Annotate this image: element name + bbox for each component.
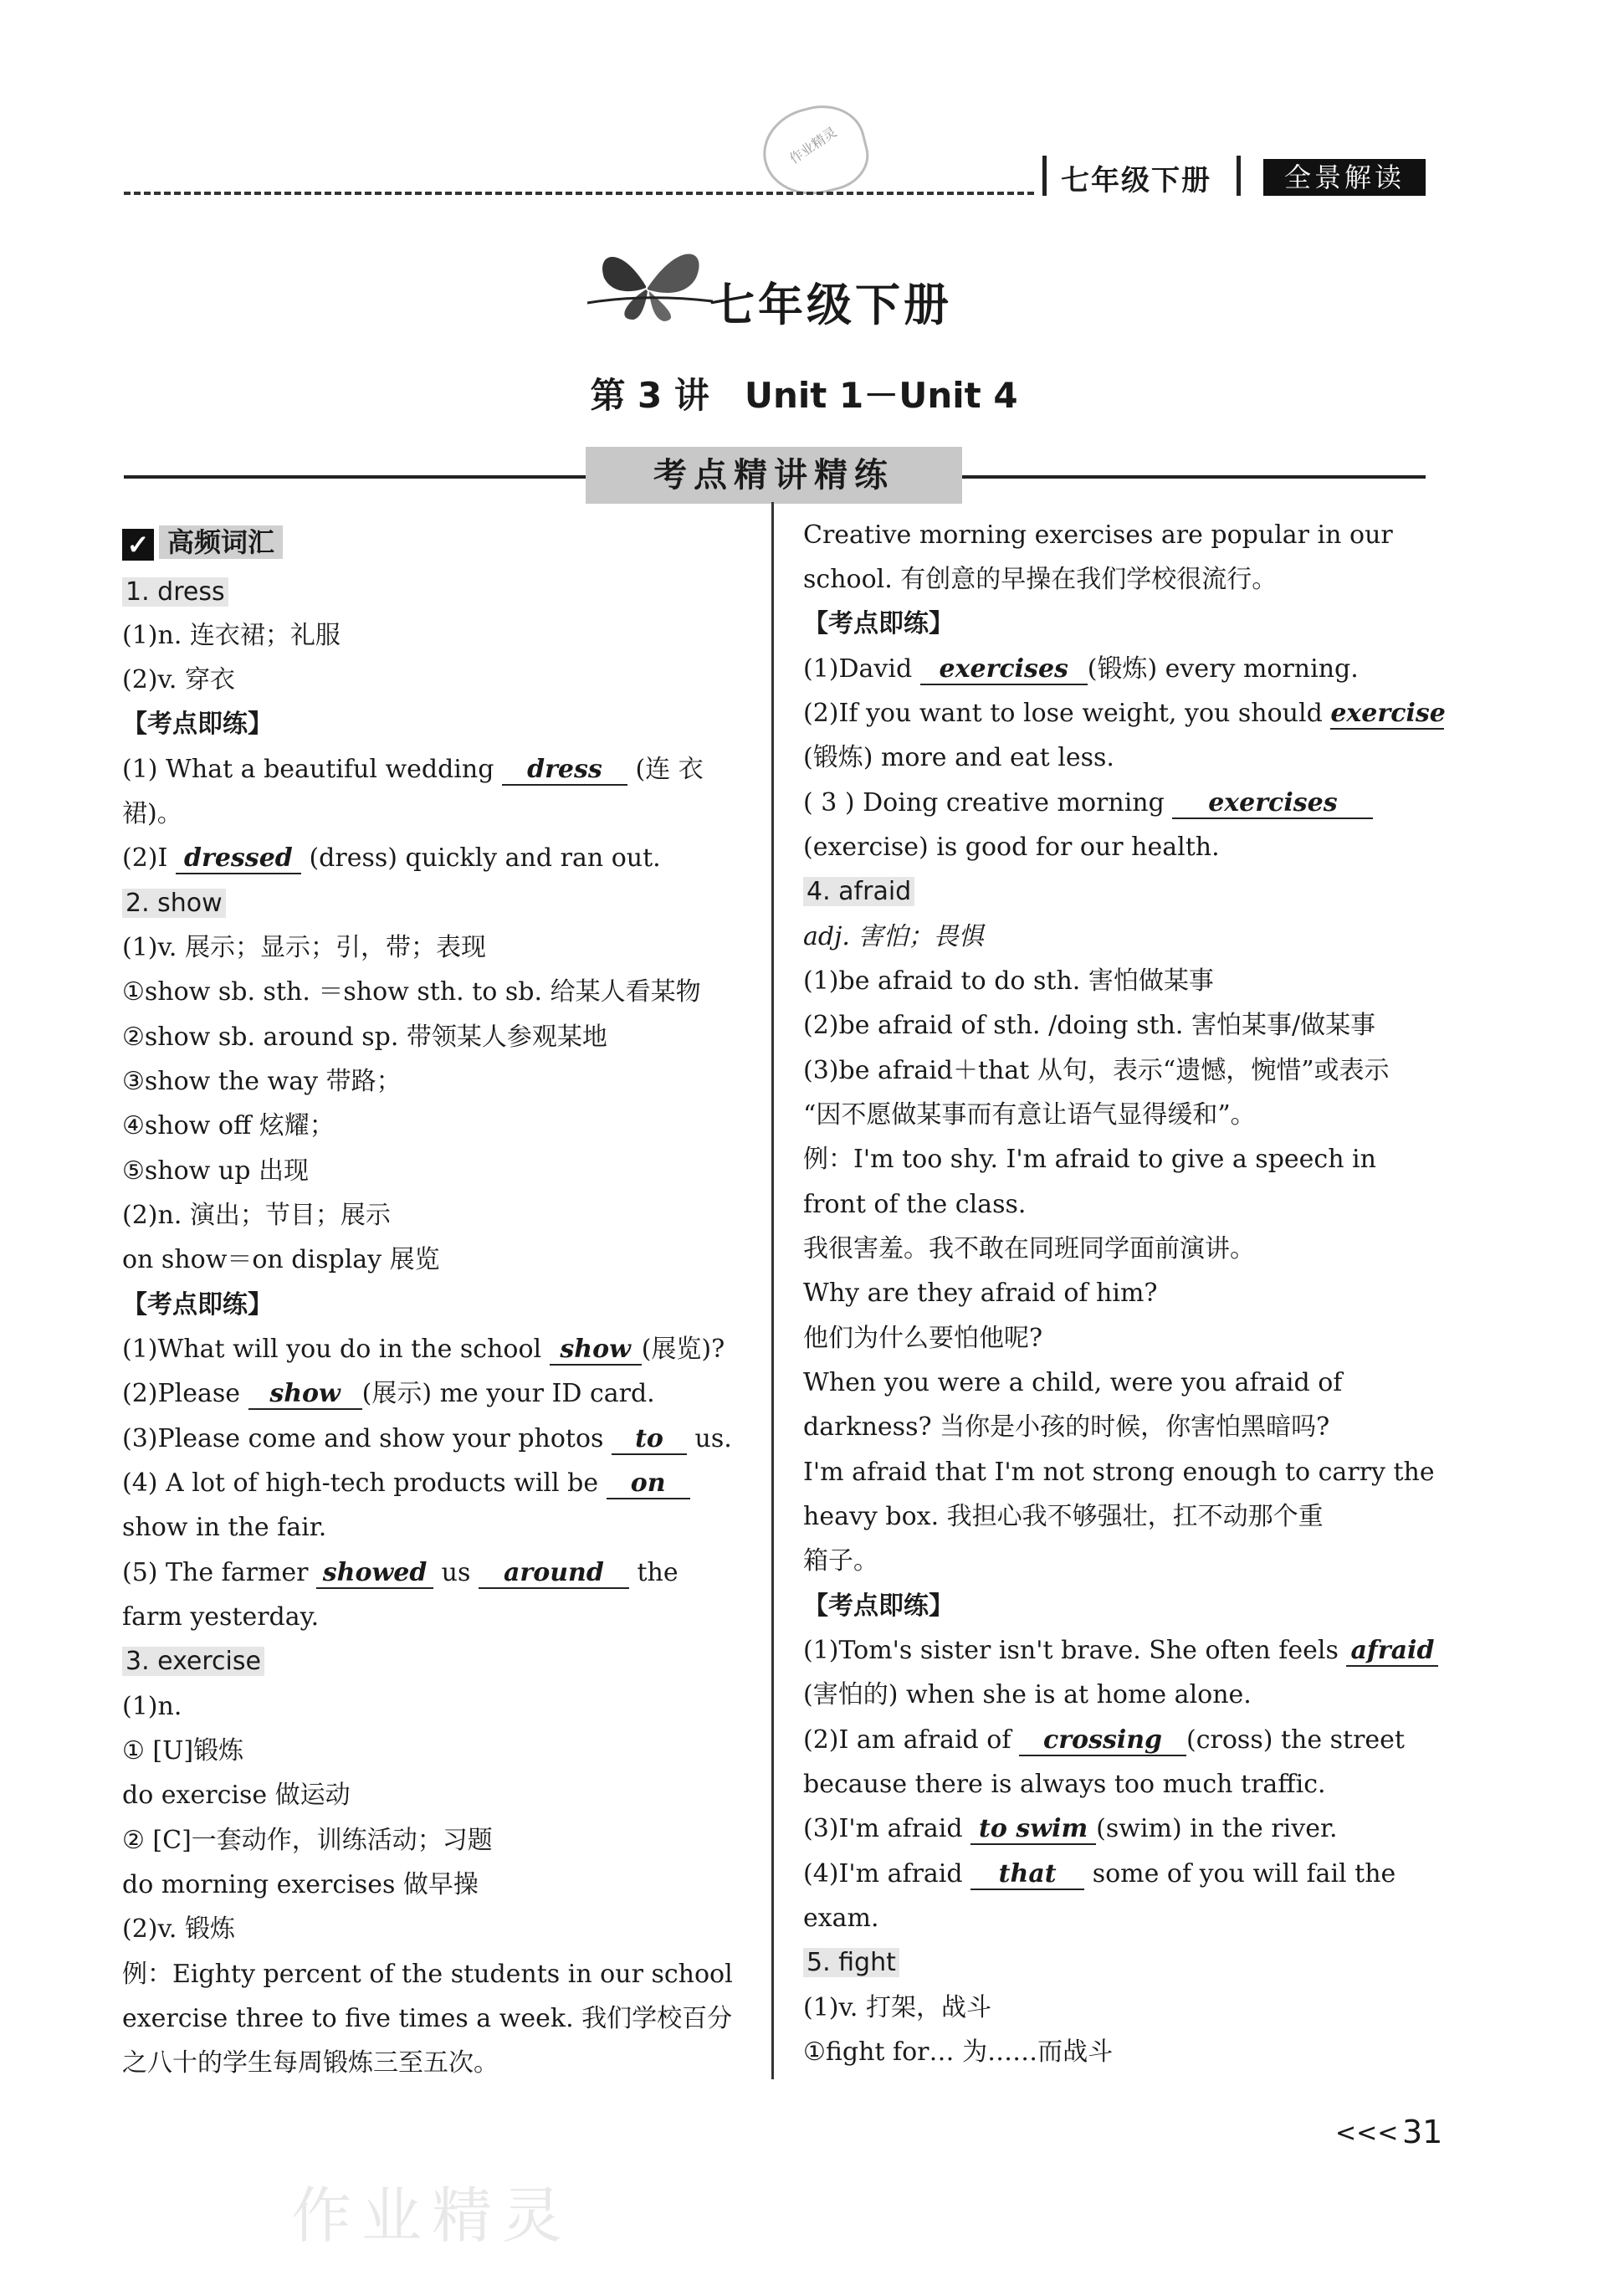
text-line: 我很害羞。我不敢在同班同学面前演讲。 xyxy=(803,1234,1255,1263)
text-line: I'm afraid that I'm not strong enough to carry the xyxy=(803,1458,1435,1487)
exercise-line: (4) A lot of high-tech products will be on xyxy=(122,1467,690,1500)
stamp-text: 作业精灵 xyxy=(786,124,840,167)
vocab-item-show: 2. show xyxy=(122,889,226,918)
answer-blank: on xyxy=(607,1469,690,1499)
exercise-line: (1)Tom's sister isn't brave. She often feels afraid xyxy=(803,1634,1438,1668)
header-divider-right xyxy=(1237,156,1241,196)
exercise-line: (5) The farmer showed us around the xyxy=(122,1558,679,1587)
answer-blank: show xyxy=(550,1335,642,1366)
page-number: 31 xyxy=(1402,2114,1443,2150)
practice-label: 【考点即练】 xyxy=(803,1591,954,1621)
text-line: exam. xyxy=(803,1904,879,1933)
exercise-line: (2)I dressed (dress) quickly and ran out. xyxy=(122,843,661,873)
answer-blank: exercises xyxy=(1172,789,1373,819)
answer-blank: around xyxy=(479,1559,629,1589)
answer-blank: exercises xyxy=(920,655,1088,685)
exercise-line: (1) What a beautiful wedding dress (连 衣 xyxy=(122,755,704,784)
text-line: (1)v. 打架，战斗 xyxy=(803,1993,991,2022)
exercise-line: (2)If you want to lose weight, you should exercise xyxy=(803,699,1446,728)
vocab-item-exercise: 3. exercise xyxy=(122,1647,264,1676)
vocab-item-afraid: 4. afraid xyxy=(803,877,914,906)
text-line: (2)be afraid of sth. /doing sth. 害怕某事/做某事 xyxy=(803,1011,1376,1040)
footer-arrows-icon: <<< xyxy=(1335,2119,1399,2148)
answer-blank: to xyxy=(612,1425,687,1455)
exercise-line: (1)What will you do in the school show (展览)? xyxy=(122,1335,725,1364)
exercise-line: ( 3 ) Doing creative morning exercises xyxy=(803,787,1373,820)
vocab-item-fight: 5. fight xyxy=(803,1948,899,1977)
text-line: exercise three to five times a week. 我们学校百分 xyxy=(122,2004,733,2033)
header-divider-left xyxy=(1042,156,1047,196)
text-line: do morning exercises 做早操 xyxy=(122,1870,479,1899)
text-line: (1)n. 连衣裙；礼服 xyxy=(122,621,341,650)
text-line: Why are they afraid of him? xyxy=(803,1279,1158,1308)
check-icon: ✓ xyxy=(122,529,154,561)
answer-blank: show xyxy=(248,1380,362,1410)
lesson-title: 第 3 讲 Unit 1－Unit 4 xyxy=(590,375,1018,416)
text-line: ③show the way 带路； xyxy=(122,1067,402,1096)
text-line: 之八十的学生每周锻炼三至五次。 xyxy=(122,2048,499,2078)
header-tag: 全景解读 xyxy=(1263,159,1426,196)
practice-label: 【考点即练】 xyxy=(122,1290,273,1320)
text-line: ⑤show up 出现 xyxy=(122,1156,309,1186)
text-line: 例：I'm too shy. I'm afraid to give a speech in xyxy=(803,1145,1376,1174)
text-line: ①fight for… 为……而战斗 xyxy=(803,2037,1114,2067)
text-line: ②show sb. around sp. 带领某人参观某地 xyxy=(122,1022,607,1052)
exercise-line: (3)I'm afraid to swim (swim) in the river. xyxy=(803,1814,1338,1843)
text-line: (3)be afraid＋that 从句，表示“遗憾，惋惜”或表示 xyxy=(803,1056,1390,1085)
text-line: adj. 害怕；畏惧 xyxy=(803,922,984,951)
answer-blank: afraid xyxy=(1346,1637,1438,1667)
text-line: show in the fair. xyxy=(122,1513,327,1542)
text-line: Creative morning exercises are popular in our xyxy=(803,520,1393,550)
text-line: ② [C]一套动作，训练活动；习题 xyxy=(122,1826,493,1855)
answer-blank: crossing xyxy=(1019,1726,1186,1756)
watermark: 作业精灵 xyxy=(291,2181,573,2251)
text-line: (2)n. 演出；节目；展示 xyxy=(122,1201,391,1230)
vocab-item-dress: 1. dress xyxy=(122,577,228,607)
answer-blank: that xyxy=(970,1860,1084,1890)
text-line: farm yesterday. xyxy=(122,1602,320,1632)
text-line: “因不愿做某事而有意让语气显得缓和”。 xyxy=(803,1100,1256,1130)
butterfly-icon xyxy=(587,236,713,328)
stamp-logo xyxy=(754,96,875,206)
exercise-line: (1)David exercises (锻炼) every morning. xyxy=(803,654,1359,684)
answer-blank: dressed xyxy=(176,844,301,874)
text-line: on show＝on display 展览 xyxy=(122,1245,440,1274)
text-line: (1)v. 展示；显示；引，带；表现 xyxy=(122,933,486,962)
text-line: (2)v. 锻炼 xyxy=(122,1914,235,1944)
high-freq-heading xyxy=(122,525,283,561)
text-line: ① [U]锻炼 xyxy=(122,1736,244,1766)
text-line: 例：Eighty percent of the students in our school xyxy=(122,1960,733,1989)
answer-blank: exercise xyxy=(1330,699,1446,728)
header-grade: 七年级下册 xyxy=(1061,164,1211,197)
high-freq-label: 高频词汇 xyxy=(159,525,283,559)
text-line: heavy box. 我担心我不够强壮，扛不动那个重 xyxy=(803,1502,1324,1531)
text-line: because there is always too much traffic. xyxy=(803,1770,1326,1799)
text-line: school. 有创意的早操在我们学校很流行。 xyxy=(803,565,1278,594)
text-line: darkness? 当你是小孩的时候，你害怕黑暗吗? xyxy=(803,1412,1330,1442)
text-line: ④show off 炫耀； xyxy=(122,1111,335,1140)
text-line: (2)v. 穿衣 xyxy=(122,665,235,694)
text-line: (锻炼) more and eat less. xyxy=(803,743,1114,772)
text-line: (exercise) is good for our health. xyxy=(803,833,1220,862)
text-line: (害怕的) when she is at home alone. xyxy=(803,1680,1252,1709)
answer-blank: to swim xyxy=(970,1815,1096,1845)
text-line: front of the class. xyxy=(803,1190,1027,1219)
section-rule-left xyxy=(124,475,586,479)
answer-blank: showed xyxy=(316,1559,433,1589)
text-line: do exercise 做运动 xyxy=(122,1781,351,1810)
page-title: 七年级下册 xyxy=(709,279,952,331)
exercise-line: (3)Please come and show your photos to us. xyxy=(122,1424,732,1453)
section-rule-right xyxy=(962,475,1426,479)
column-divider xyxy=(771,502,774,2079)
exercise-line: (2)Please show (展示) me your ID card. xyxy=(122,1379,655,1408)
practice-label: 【考点即练】 xyxy=(122,710,273,739)
text-line: 箱子。 xyxy=(803,1546,878,1576)
section-heading: 考点精讲精练 xyxy=(586,447,962,504)
practice-label: 【考点即练】 xyxy=(803,609,954,638)
header-dashed-rule xyxy=(124,192,1034,195)
text-line: ①show sb. sth. ＝show sth. to sb. 给某人看某物 xyxy=(122,977,701,1007)
answer-blank: dress xyxy=(502,756,627,786)
text-line: 他们为什么要怕他呢? xyxy=(803,1324,1043,1353)
text-line: When you were a child, were you afraid of xyxy=(803,1368,1343,1397)
text-line: (1)n. xyxy=(122,1692,182,1721)
exercise-line: (4)I'm afraid that some of you will fail the xyxy=(803,1859,1396,1889)
exercise-line: (2)I am afraid of crossing (cross) the street xyxy=(803,1725,1405,1755)
text-line: 裙)。 xyxy=(122,799,182,828)
text-line: (1)be afraid to do sth. 害怕做某事 xyxy=(803,966,1214,996)
